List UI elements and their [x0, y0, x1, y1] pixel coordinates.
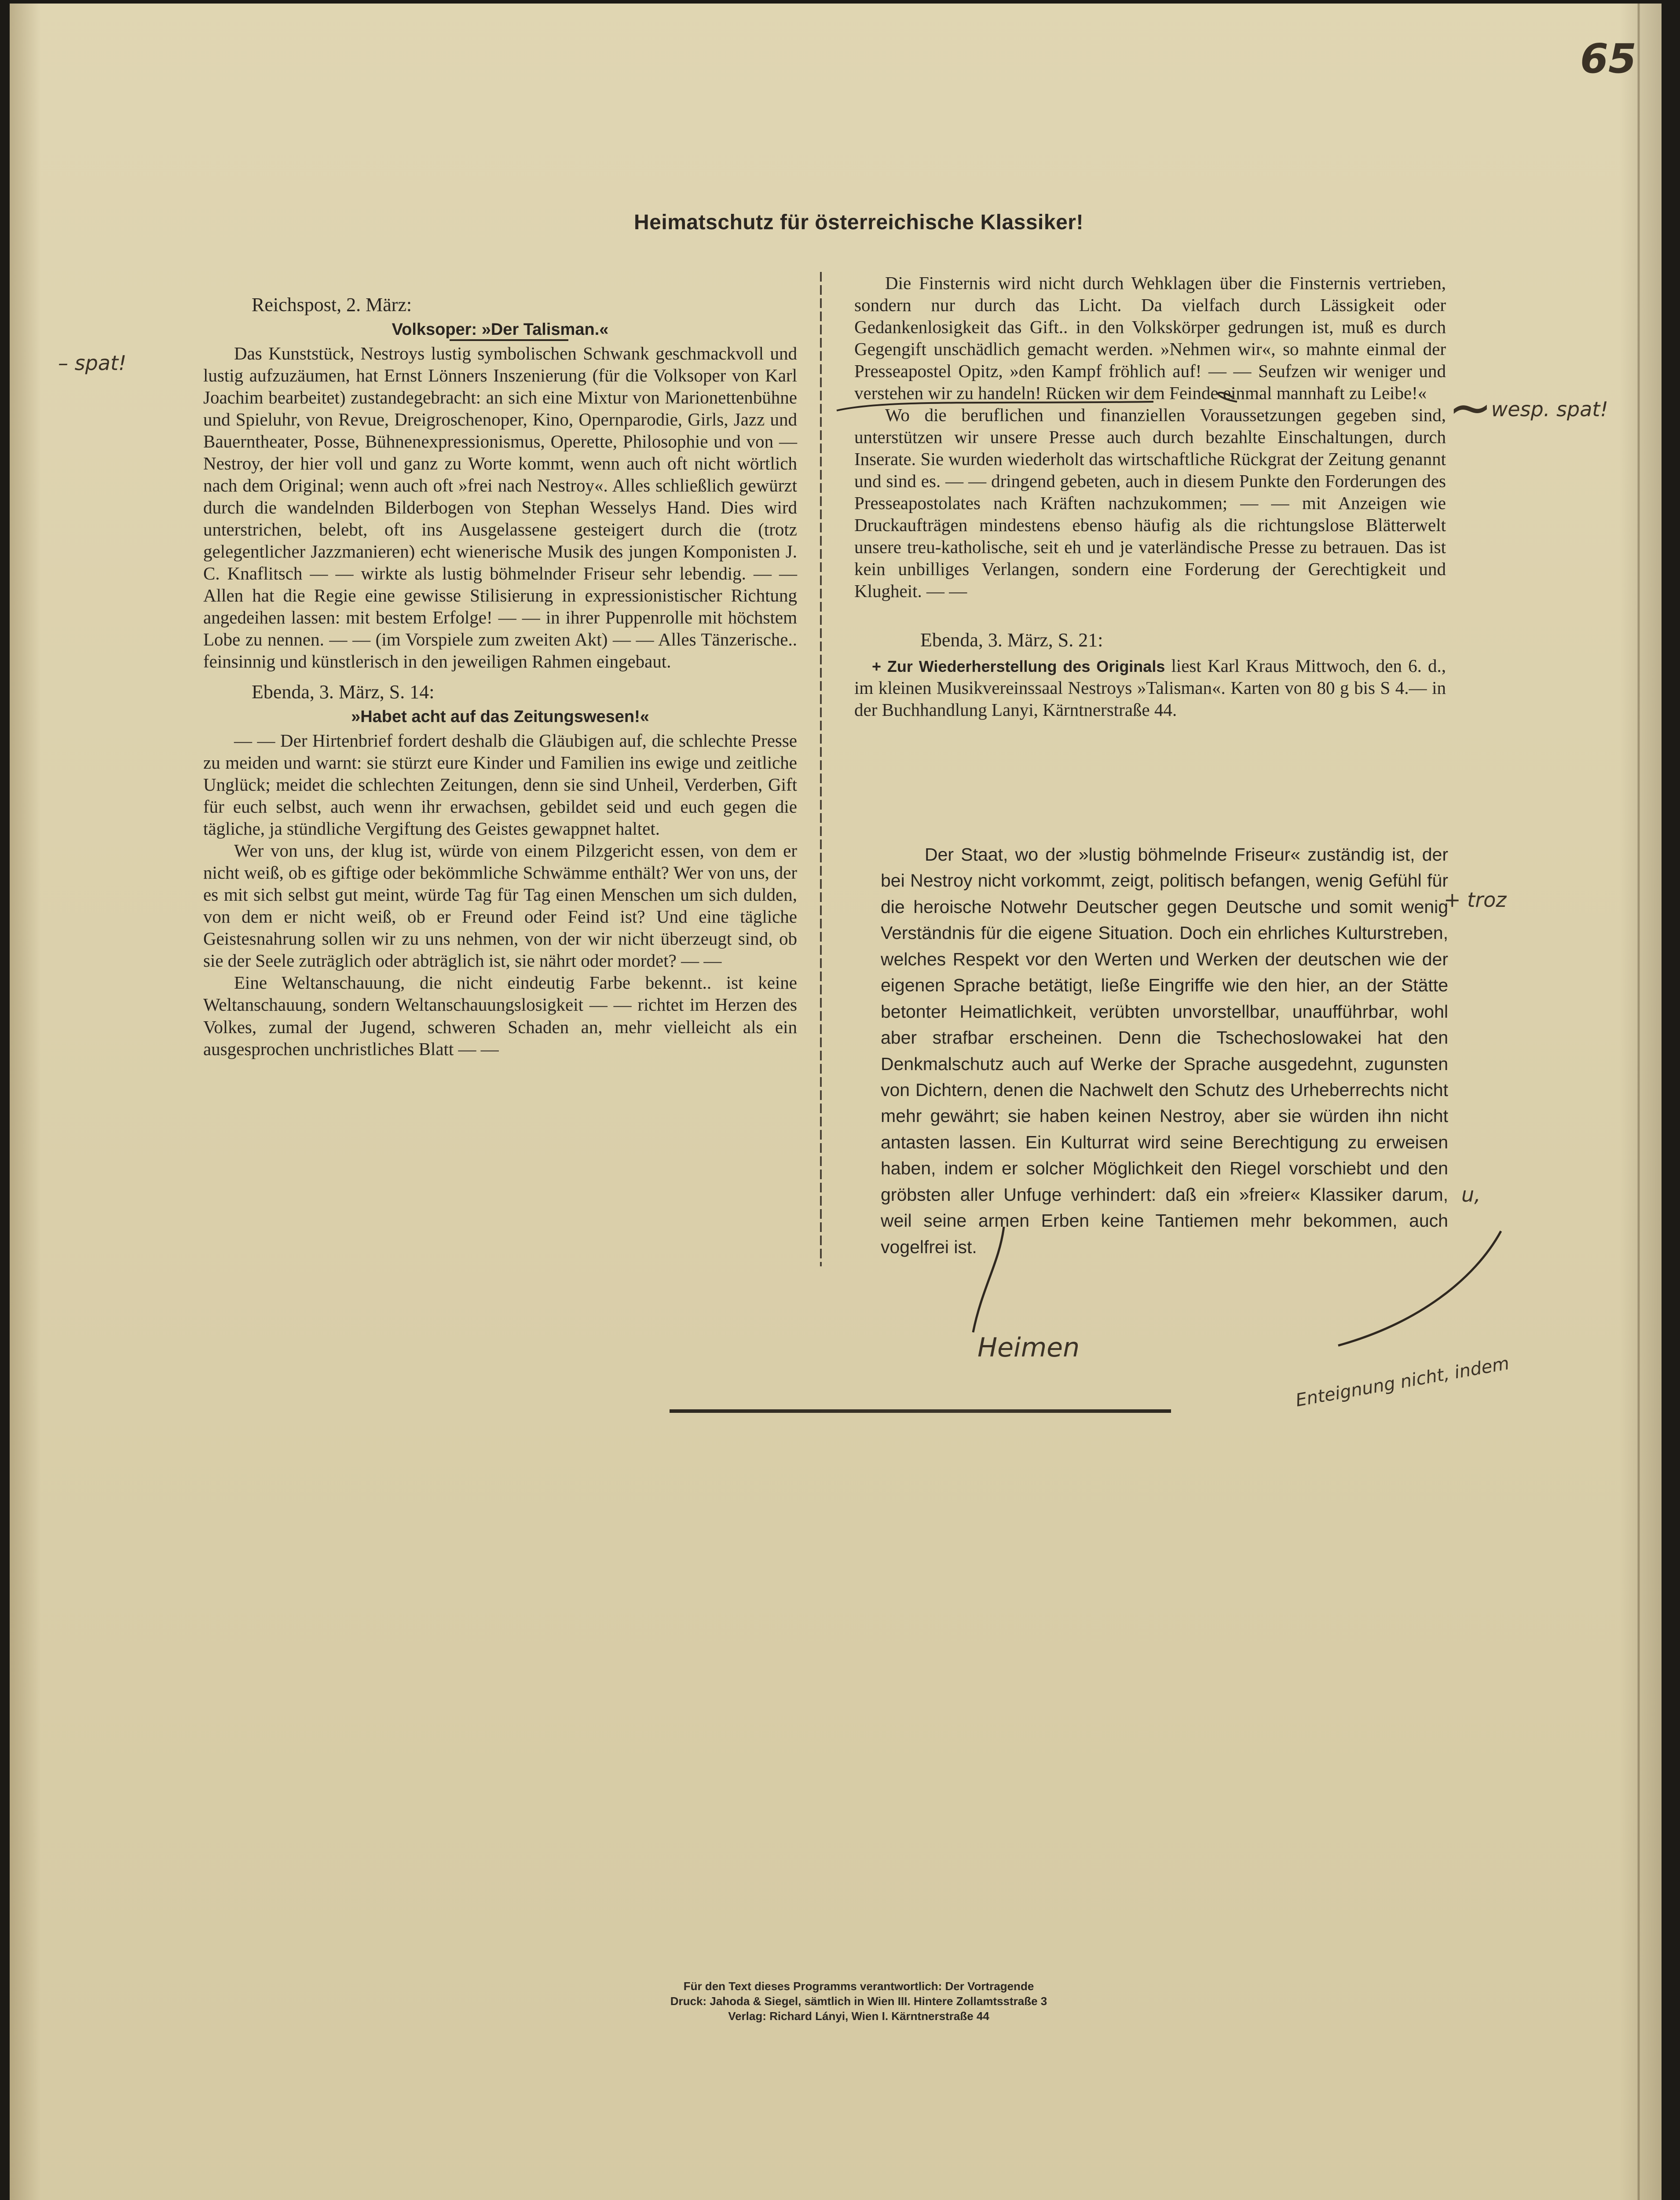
event-notice-text: liest Karl Kraus Mittwoch, den 6. d., im kleinen Musikvereinssaal Nestroys »Talisman«. Karten von 80 g bis S 4.— in der Buchhandlung Lanyi, Kärntnerstraße 44.	[854, 655, 1446, 720]
commentary-paragraph: Der Staat, wo der »lustig böhmelnde Friseur« zuständig ist, der bei Nestroy nicht vorkommt, zeigt, politisch befangen, wenig Gefühl für die heroische Notwehr Deutscher gegen Deutsche und somit wenig Verständnis für die eigene Situation. Doch ein ehrliches Kulturstreben, welches Respekt vor den Werten und Werken der deutschen wie der eigenen Sprache betätigt, ließe Eingriffe wie den hier, an der Stätte betonter Heimatlichkeit, verübten unvorstellbar, unaufführbar, wohl aber strafbar erscheinen. Denn die Tschechoslowakei hat den Denkmalschutz auch auf Werke der Sprache ausgedehnt, zugunsten von Dichtern, denen die Nachwelt den Schutz des Urheberrechts nicht mehr gewährt; sie haben keinen Nestroy, aber sie würden ihn nicht antasten lassen. Ein Kulturrat wird seine Berechtigung zu erweisen haben, indem er solcher Möglichkeit den Riegel vorschiebt und den gröbsten aller Unfuge verhindert: daß ein »freier« Klassiker darum, weil seine armen Erben keine Tantiemen mehr bekommen, auch vogelfrei ist.	[881, 844, 1448, 1257]
article-paragraph: Das Kunststück, Nestroys lustig symbolischen Schwank geschmackvoll und lustig aufzuzäumen, hat Ernst Lönners Inszenierung (für die Volksoper von Karl Joachim bearbeitet) zustandegebracht: an sich eine Mixtur von Marionettenbühne und Spieluhr, von Revue, Dreigroschenoper, Kino, Opernparodie, Girls, Jazz und Bauerntheater, Posse, Bühnenexpressionismus, Operette, Philosophie und von — Nestroy, der hier voll und ganz zu Worte kommt, wenn auch oft nicht wörtlich nach dem Original; wenn auch oft »frei nach Nestroy«. Alles schließlich gewürzt durch die wandelnden Bilderbogen von Stephan Wesselys Hand. Dies wird unterstrichen, belebt, oft ins Ausgelassene gesteigert durch die (trotz gelegentlicher Jazzmanieren) echt wienerische Musik des jungen Komponisten J. C. Knaflitsch — — wirkte als lustig böhmelnder Friseur sehr lebendig. — — Allen hat die Regie eine gewisse Stilisierung in expressionistischer Richtung angedeihen lassen: mit bestem Erfolge! — — in ihrer Puppenrolle mit höchstem Lobe zu nennen. — — (im Vorspiele zum zweiten Akt) — — Alles Tänzerische.. feinsinnig und künstlerisch in den jeweiligen Rahmen eingebaut.	[203, 343, 797, 672]
printer-imprint	[529, 1979, 1189, 2024]
article-paragraph: Wer von uns, der klug ist, würde von einem Pilzgericht essen, von dem er nicht weiß, ob es giftige oder bekömmliche Schwämme enthält? Wer von uns, der es mit sich selbst gut meint, würde Tag für Tag einen Menschen um sich dulden, von dem er nicht weiß, ob er Freund oder Feind ist? Und eine tägliche Geistesnahrung sollen wir zu uns nehmen, von der wir nicht überzeugt sind, ob sie der Seele zuträglich oder abträglich ist, sie nährt oder mordet? — —	[203, 840, 797, 971]
page-number: 65	[1580, 35, 1637, 82]
article-headline: »Habet acht auf das Zeitungswesen!«	[351, 707, 649, 726]
handwritten-margin-note: + troz	[1444, 888, 1507, 912]
source-citation: Ebenda, 3. März, S. 14:	[252, 681, 435, 703]
article-paragraph: Wo die beruflichen und finanziellen Voraussetzungen gegeben sind, unterstützen wir unsere Presse auch durch bezahlte Einschaltungen, durch Inserate. Sie wurden wiederholt das wirtschaftliche Rückgrat der Zeitung genannt und sind es. — — dringend gebeten, auch in diesem Punkte den Forderungen des Presseapostolates nach Kräften nachzukommen; — — mit Anzeigen wie Druckaufträgen mindestens ebenso häufig als die richtungslose Blätterwelt unsere treu-katholische, seit eh und je vaterländische Presse zu betrauen. Das ist kein unbilliges Verlangen, sondern eine Forderung der Gerechtigkeit und Klugheit. — —	[854, 405, 1446, 601]
article-headline: Volksoper: »Der Talisman.«	[392, 320, 609, 339]
section-rule	[670, 1409, 1171, 1413]
article-paragraph: Die Finsternis wird nicht durch Wehklagen über die Finsternis vertrieben, sondern nur durch das Licht. Da vielfach durch Lässigkeit oder Gedankenlosigkeit das Gift.. in den Volkskörper gedrungen ist, muß es durch Gegengift unschädlich gemacht werden. »Nehmen wir«, so mahnte einmal der Presseapostel Opitz, »den Kampf fröhlich auf! — — Seufzen wir weniger und verstehen wir zu handeln! Rücken wir dem Feinde einmal mannhaft zu Leibe!«	[854, 273, 1446, 403]
handwritten-margin-note: – wesp. spat!	[1475, 397, 1608, 421]
event-notice-heading: + Zur Wiederherstellung des Originals	[872, 657, 1165, 675]
document-title: Heimatschutz für österreichische Klassiker!	[634, 211, 1083, 234]
handwritten-strokes	[10, 4, 1662, 2200]
article-paragraph: Eine Weltanschauung, die nicht eindeutig Farbe bekennt.. ist keine Weltanschauung, sondern Weltanschauungslosigkeit — — richtet im Herzen des Volkes, zumal der Jugend, schweren Schaden an, mehr vielleicht als ein ausgesprochen unchristliches Blatt — —	[203, 972, 797, 1059]
document-page	[10, 4, 1662, 2200]
article-paragraph: — — Der Hirtenbrief fordert deshalb die Gläubigen auf, die schlechte Presse zu meiden und warnt: sie stürzt eure Kinder und Familien ins ewige und zeitliche Unglück; meidet die schlechten Zeitungen, denn sie sind Unheil, Verderben, Gift für euch selbst, auch wenn ihr erwachsen, gebildet seid und euch gegen die tägliche, ja stündliche Vergiftung des Geistes gewappnet haltet.	[203, 730, 797, 839]
imprint-line: Verlag: Richard Lányi, Wien I. Kärntnerstraße 44	[728, 2009, 989, 2023]
handwritten-curl-mark: ~	[1448, 378, 1493, 439]
imprint-line: Für den Text dieses Programms verantwortlich: Der Vortragende	[683, 1980, 1034, 1993]
imprint-line: Druck: Jahoda & Siegel, sämtlich in Wien III. Hintere Zollamtsstraße 3	[670, 1994, 1047, 2008]
source-citation: Reichspost, 2. März:	[252, 294, 412, 315]
handwritten-signature: Enteignung nicht, indem	[1294, 1353, 1511, 1411]
handwritten-margin-note: – spat!	[58, 351, 127, 375]
source-citation: Ebenda, 3. März, S. 21:	[920, 629, 1103, 651]
handwritten-signature: Heimen	[977, 1332, 1080, 1363]
handwritten-margin-note: u,	[1461, 1183, 1481, 1206]
